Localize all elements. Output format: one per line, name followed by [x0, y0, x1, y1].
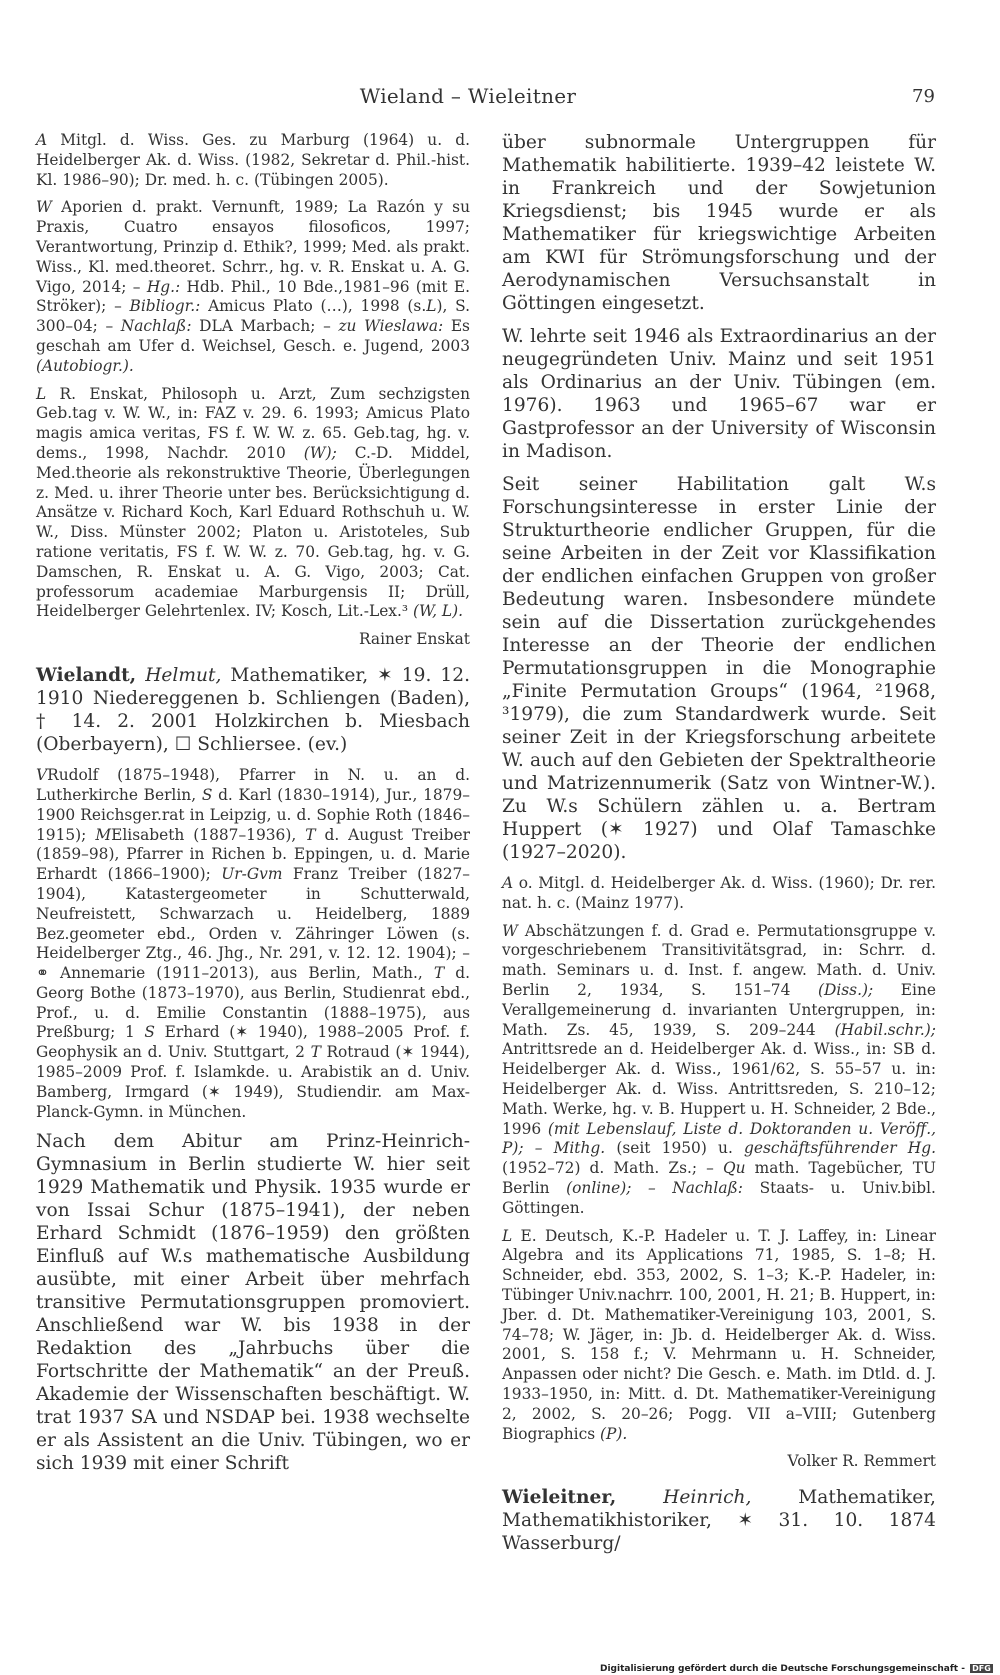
digitization-footer: Digitalisierung gefördert durch die Deutsche Forschungsgemeinschaft - DFG	[600, 1664, 991, 1674]
author-signature: Rainer Enskat	[358, 630, 470, 649]
literature-paragraph: L R. Enskat, Philosoph u. Arzt, Zum sechzigsten Geb.tag v. W. W., in: FAZ v. 29. 6. 1993; Amicus Plato magis amica veritas, FS f. W. W. z. 65. Geb.tag, hg. v. dems., 1998, Nachdr. 2010 (W); C.-D. Middel, Med.theorie als rekonstruktive Theorie, Überlegungen z. Med. u. ihrer Theorie unter bes. Berücksichtigung d. Ansätze v. Richard Koch, Karl Eduard Rothschuh u. W. W., Diss. Münster 2002; Platon u. Aristoteles, Sub ratione veritatis, FS f. W. W. z. 70. Geb.tag, hg. v. G. Damschen, R. Enskat u. A. G. Vigo, 2003; Cat. professorum academiae Marburgensis II; Drüll, Heidelberger Gelehrtenlex. IV; Kosch, Lit.-Lex.³ (W, L).	[36, 384, 470, 621]
author-signature: Volker R. Remmert	[787, 1452, 936, 1471]
literature-paragraph: L E. Deutsch, K.-P. Hadeler u. T. J. Laffey, in: Linear Algebra and its Applications 71, 1985, S. 1–8; H. Schneider, ebd. 353, 2002, S. 1–3; K.-P. Hadeler, in: Tübinger Univ.nachrr. 100, 2001, H. 21; B. Huppert, in: Jber. d. Dt. Mathematiker-Vereinigung 103, 2001, S. 74–78; W. Jäger, in: Jb. d. Heidelberger Ak. d. Wiss. 2001, S. 158 f.; V. Mehrmann u. H. Schneider, Anpassen oder nicht? Die Gesch. e. Math. im Dtld. d. J. 1933–1950, in: Mitt. d. Dt. Mathematiker-Vereinigung 2, 2002, S. 20–26; Pogg. VII a–VIII; Gutenberg Biographics (P).	[502, 1226, 936, 1443]
awards-paragraph: A Mitgl. d. Wiss. Ges. zu Marburg (1964) u. d. Heidelberger Ak. d. Wiss. (1982, Sekretar d. Phil.-hist. Kl. 1986–90); Dr. med. h. c. (Tübingen 2005).	[36, 131, 470, 189]
entry-heading: Wieleitner, Heinrich, Mathematiker, Mathematikhistoriker, ✶ 31. 10. 1874 Wasserburg/	[502, 1487, 936, 1555]
biography-paragraph: über subnormale Untergruppen für Mathematik habilitierte. 1939–42 leistete W. in Frankreich und der Sowjetunion Kriegsdienst; bis 1945 wurde er als Mathematiker für kriegswichtige Arbeiten am KWI für Strömungsforschung und der Aerodynamischen Versuchsanstalt in Göttingen eingesetzt.	[502, 132, 936, 314]
left-column	[36, 131, 470, 1485]
right-column	[502, 131, 936, 1565]
biography-paragraph: W. lehrte seit 1946 als Extraordinarius an der neugegründeten Univ. Mainz und seit 1951 als Ordinarius an der Univ. Tübingen (em. 1976). 1963 und 1965–67 war er Gastprofessor an der University of Wisconsin in Madison.	[502, 326, 936, 462]
biography-paragraph: Seit seiner Habilitation galt W.s Forschungsinteresse in erster Linie der Strukturtheorie endlicher Gruppen, für die seine Arbeiten in der Zeit vor Klassifikation der endlichen einfachen Gruppen von großer Bedeutung waren. Insbesondere mündete sein auf die Dissertation zurückgehendes Interesse an der Theorie der endlichen Permutationsgruppen in die Monographie „Finite Permutation Groups“ (1964, ²1968, ³1979), die zum Standardwerk wurde. Seit seiner Zeit in der Kriegsforschung arbeitete W. auch auf den Gebieten der Spektraltheorie und Matrizennumerik (Satz von Wintner-W.). Zu W.s Schülern zählen u. a. Bertram Huppert (✶ 1927) und Olaf Tamaschke (1927–2020).	[502, 474, 936, 863]
running-header: Wieland – Wieleitner	[359, 84, 577, 108]
genealogy-paragraph: VRudolf (1875–1948), Pfarrer in N. u. an d. Lutherkirche Berlin, S d. Karl (1830–1914), Jur., 1879–1900 Reichsger.rat in Leipzig, u. d. Sophie Roth (1846–1915); MElisabeth (1887–1936), T d. August Treiber (1859–98), Pfarrer in Richen b. Eppingen, u. d. Marie Erhardt (1866–1900); Ur-Gvm Franz Treiber (1827–1904), Katastergeometer in Schutterwald, Neufreistett, Schwarzach u. Heidelberg, 1889 Bez.geometer ebd., Orden v. Zähringer Löwen (s. Heidelberger Ztg., 46. Jhg., Nr. 291, v. 12. 12. 1904); – ⚭ Annemarie (1911–2013), aus Berlin, Math., T d. Georg Bothe (1873–1970), aus Berlin, Studienrat ebd., Prof., u. d. Emilie Constantin (1888–1975), aus Preßburg; 1 S Erhard (✶ 1940), 1988–2005 Prof. f. Geophysik an d. Univ. Stuttgart, 2 T Rotraud (✶ 1944), 1985–2009 Prof. f. Islamkde. u. Arabistik an d. Univ. Bamberg, Irmgard (✶ 1949), Studiendir. am Max-Planck-Gymn. in München.	[36, 766, 470, 1121]
works-paragraph: W Aporien d. prakt. Vernunft, 1989; La Razón y su Praxis, Cuatro ensayos filosoficos, 1997; Verantwortung, Prinzip d. Ethik?, 1999; Med. als prakt. Wiss., Kl. med.theoret. Schrr., hg. v. R. Enskat u. A. G. Vigo, 2014; – Hg.: Hdb. Phil., 10 Bde.,1981–96 (mit E. Ströker); – Bibliogr.: Amicus Plato (…), 1998 (s.L), S. 300–04; – Nachlaß: DLA Marbach; – zu Wieslawa: Es geschah am Ufer d. Weichsel, Gesch. e. Jugend, 2003 (Autobiogr.).	[36, 198, 470, 375]
biography-paragraph: Nach dem Abitur am Prinz-Heinrich-Gymnasium in Berlin studierte W. hier seit 1929 Mathematik und Physik. 1935 wurde er von Issai Schur (1875–1941), der neben Erhard Schmidt (1876–1959) den größten Einfluß auf W.s mathematische Ausbildung ausübte, mit einer Arbeit über mehrfach transitive Permutationsgruppen promoviert. Anschließend war W. bis 1938 in der Redaktion des „Jahrbuchs über die Fortschritte der Mathematik“ an der Preuß. Akademie der Wissenschaften beschäftigt. W. trat 1937 SA und NSDAP bei. 1938 wechselte er als Assistent an die Univ. Tübingen, wo er sich 1939 mit einer Schrift	[36, 1131, 470, 1475]
page-number: 79	[912, 86, 935, 107]
works-paragraph: W Abschätzungen f. d. Grad e. Permutationsgruppe v. vorgeschriebenem Transitivitätsgrad, in: Schrr. d. math. Seminars u. d. Inst. f. angew. Math. d. Univ. Berlin 2, 1934, S. 151–74 (Diss.); Eine Verallgemeinerung d. invarianten Untergruppen, in: Math. Zs. 45, 1939, S. 209–244 (Habil.schr.); Antrittsrede an d. Heidelberger Ak. d. Wiss., in: SB d. Heidelberger Ak. d. Wiss., 1961/62, S. 55–57 u. in: Heidelberger Ak. d. Wiss. Antrittsreden, S. 210–12; Math. Werke, hg. v. B. Huppert u. H. Schneider, 2 Bde., 1996 (mit Lebenslauf, Liste d. Doktoranden u. Veröff., P); – Mithg. (seit 1950) u. geschäftsführender Hg. (1952–72) d. Math. Zs.; – Qu math. Tagebücher, TU Berlin (online); – Nachlaß: Staats- u. Univ.bibl. Göttingen.	[502, 921, 936, 1217]
awards-paragraph: A o. Mitgl. d. Heidelberger Ak. d. Wiss. (1960); Dr. rer. nat. h. c. (Mainz 1977).	[502, 874, 936, 912]
entry-heading: Wielandt, Helmut, Mathematiker, ✶ 19. 12. 1910 Niedereggenen b. Schliengen (Baden), † 14. 2. 2001 Holzkirchen b. Miesbach (Oberbayern), ☐ Schliersee. (ev.)	[36, 665, 470, 756]
dfg-logo: DFG	[972, 1664, 991, 1673]
